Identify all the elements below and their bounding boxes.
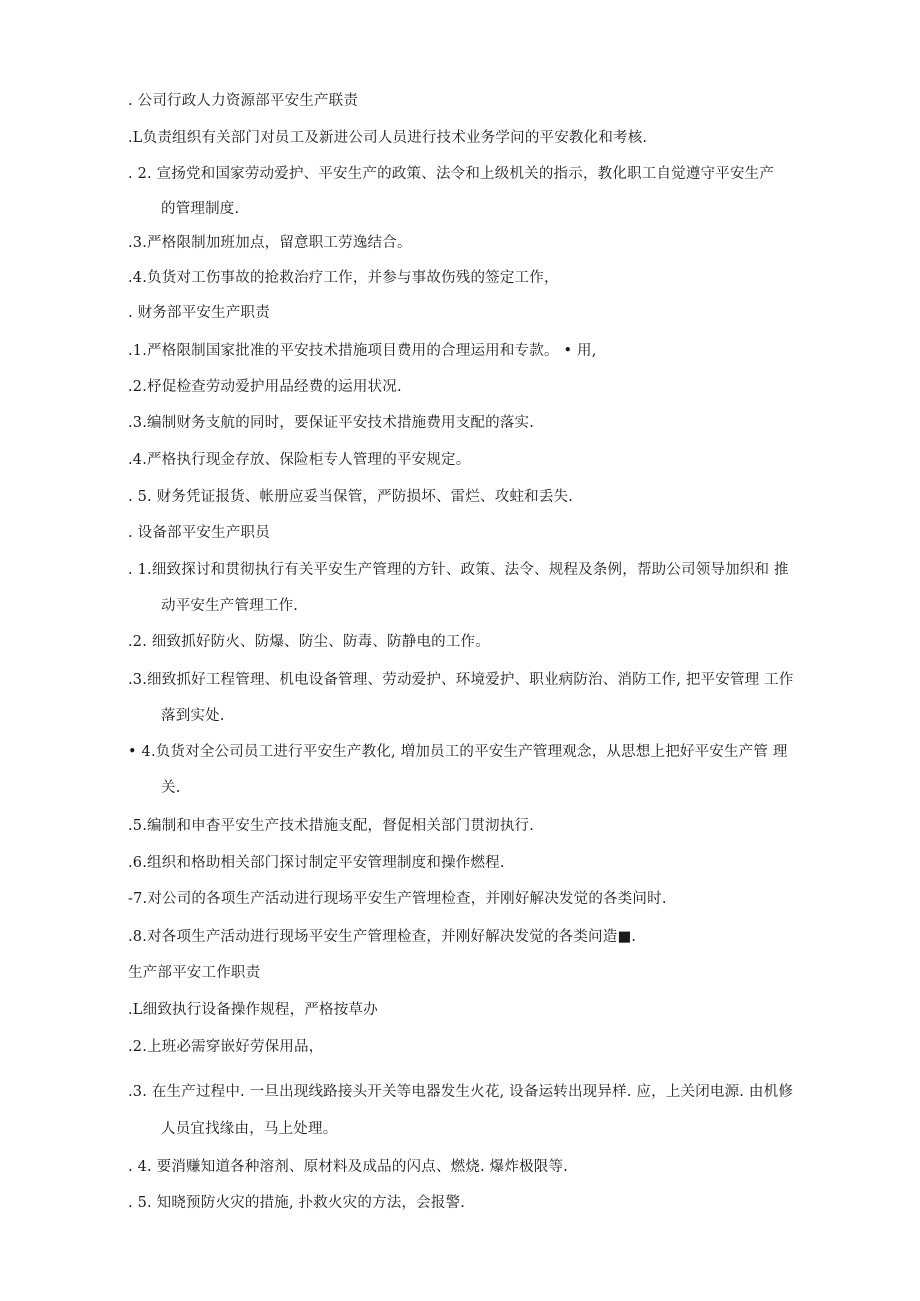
equipment-item-7: -7.对公司的各项生产活动进行现场平安生产管埋检查，并刚好解决发觉的各类问时. — [128, 891, 667, 907]
production-item-4: . 4. 要消赚知道各种溶剂、原材料及成品的闪点、燃烧. 爆炸极限等. — [128, 1159, 568, 1175]
admin-hr-section-heading: . 公司行政人力资源部平安生产联责 — [128, 93, 359, 109]
equipment-item-3: .3.细致抓好工程管理、机电设备管理、劳动爱护、环境爱护、职业病防治、消防工作, 把平安管理 工作 — [128, 672, 794, 688]
admin-hr-item-4: .4.负货对工伤事故的抢救治疗工作，并参与事故伤残的签定工作， — [128, 270, 559, 286]
production-item-5: . 5. 知晓预防火灾的措施, 扑救火灾的方法，会报警. — [128, 1195, 466, 1211]
production-item-3-continued: 人员宜找缘由，马上处理。 — [161, 1121, 338, 1137]
admin-hr-item-1: .L负责组织有关部门对员工及新进公司人员进行技术业务学问的平安教化和考核. — [128, 130, 648, 146]
production-item-3: .3. 在生产过程中. 一旦出现线路接头开关等电器发生火花, 设备运转出现异样. 应，上关闭电源. 由机修 — [128, 1084, 794, 1100]
equipment-item-8: .8.对各项生产活动进行现场平安生产管理检查，并刚好解决发觉的各类问造■. — [128, 929, 637, 945]
equipment-item-5: .5.编制和申杳平安生产技术措施支配，督促相关部门贯沏执行. — [128, 818, 535, 834]
admin-hr-item-2-continued: 的管理制度. — [161, 201, 240, 217]
production-item-1: .L细致执行设备操作规程，严格按草办 — [128, 1002, 378, 1018]
finance-section-heading: . 财务部平安生产职责 — [128, 305, 270, 321]
production-item-2: .2.上班必需穿嵌好劳保用品， — [128, 1039, 324, 1055]
equipment-item-4: • 4.负货对全公司员工进行平安生产教化, 増加员工的平安生产管理观念，从思想上把好平安生产管 理 — [128, 744, 788, 760]
finance-item-3: .3.编制财务支航的同时，要保证平安技术措施费用支配的落实. — [128, 415, 535, 431]
finance-item-2: .2.杼促检查劳动爱护用品经费的运用状况. — [128, 379, 402, 395]
equipment-item-2: .2. 细致抓好防火、防爆、防尘、防毒、防静电的工作。 — [128, 634, 490, 650]
finance-item-1: .1.严格限制国家批准的平安技术措施项目费用的合理运用和专款。 • 用, — [128, 343, 597, 359]
admin-hr-item-3: .3.严格限制加班加点，留意职工劳逸结合。 — [128, 235, 412, 251]
equipment-item-4-continued: 关. — [161, 780, 181, 796]
equipment-section-heading: . 设备部平安生产职员 — [128, 525, 270, 541]
equipment-item-6: .6.组织和格助相关部门探讨制定平安管理制度和操作燃程. — [128, 855, 505, 871]
equipment-item-3-continued: 落到实处. — [161, 708, 225, 724]
equipment-item-1: . 1.细致探讨和贯彻执行有关平安生产管理的方针、政策、法令、规程及条例，帮助公司领导加织和 推 — [128, 562, 789, 578]
finance-item-5: . 5. 财务凭证报货、帐册应妥当保管，严防损坏、雷烂、攻蛀和丢失. — [128, 489, 574, 505]
equipment-item-1-continued: 动平安生产管理工作. — [161, 598, 299, 614]
production-section-heading: 生产部平安工作职责 — [128, 965, 261, 981]
admin-hr-item-2: . 2. 宣扬党和国家劳动爱护、平安生产的政策、法令和上级机关的指示，教化职工自觉遵守平安生产 — [128, 166, 775, 182]
finance-item-4: .4.严格执行现金存放、保险柜专人管理的平安规定。 — [128, 452, 471, 468]
